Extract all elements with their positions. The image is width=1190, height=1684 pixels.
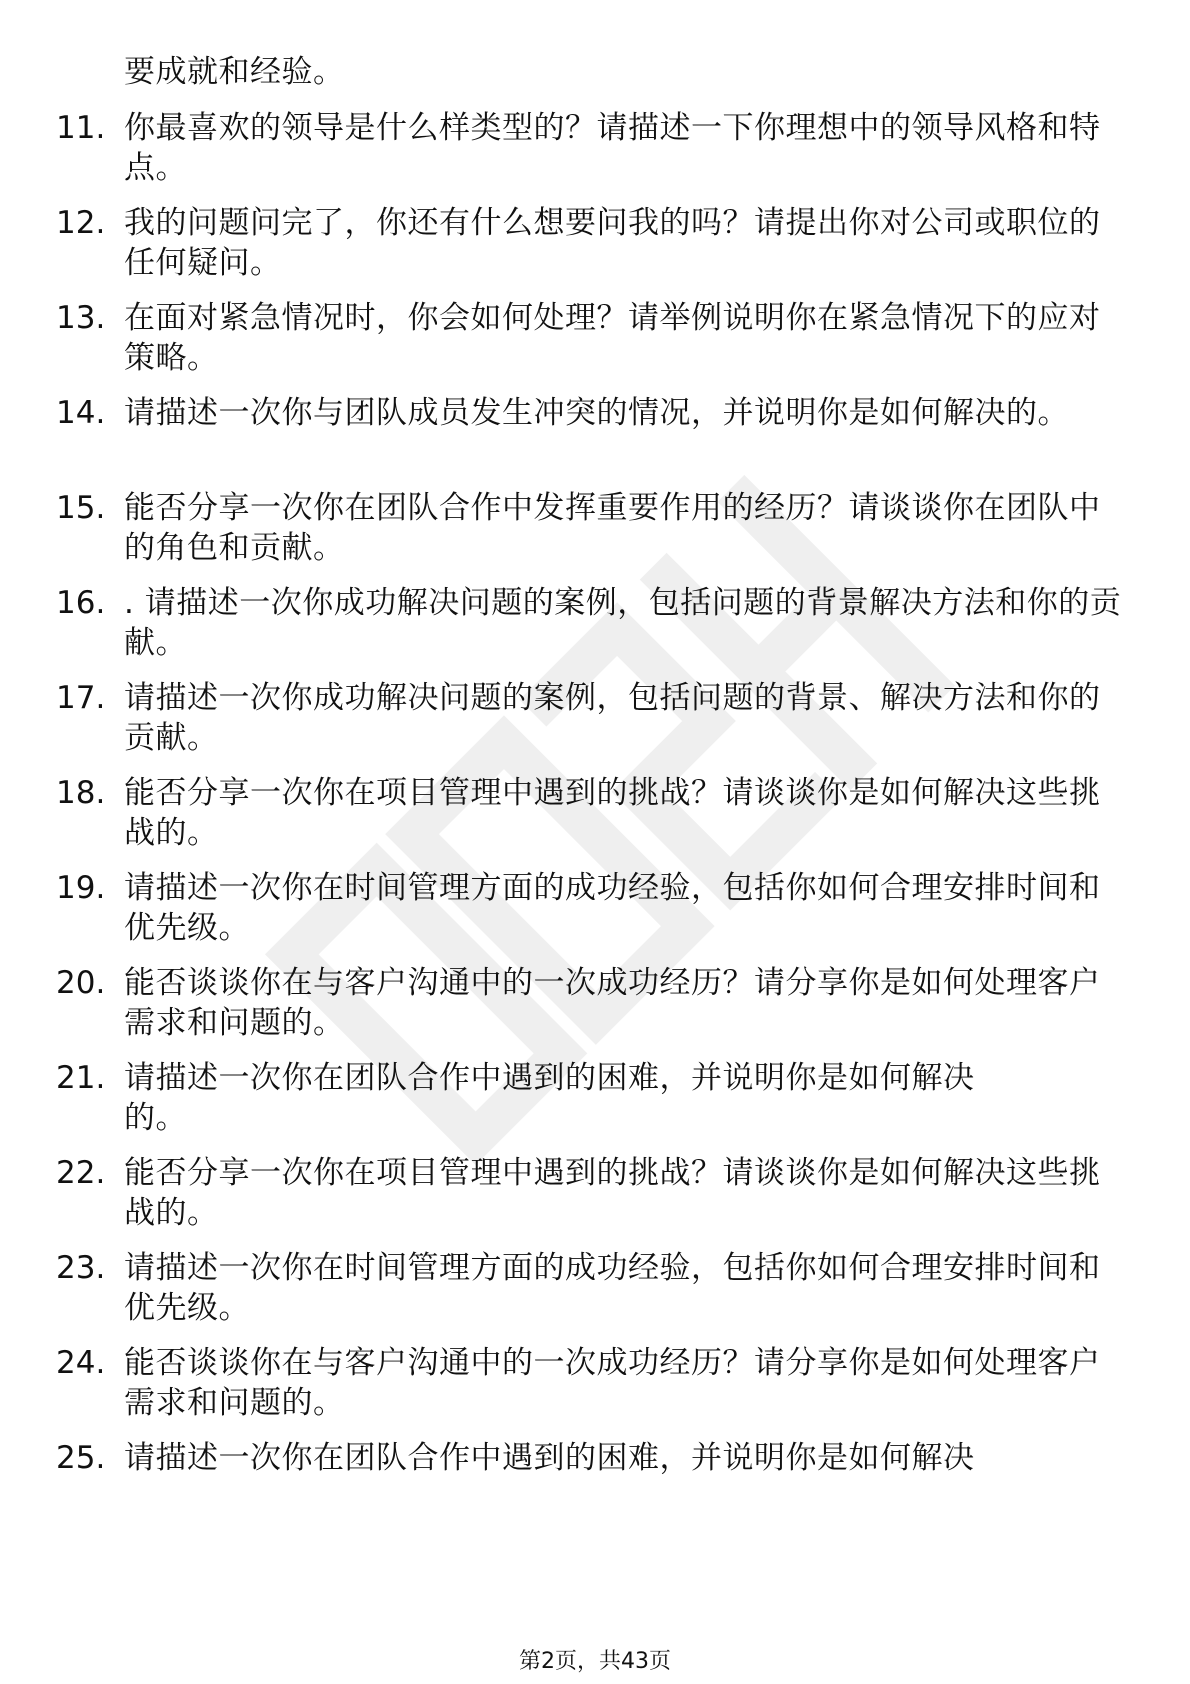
continuation-line: 要成就和经验。 [124, 54, 345, 90]
page-footer: 第2页，共43页 [519, 1649, 671, 1674]
question-text: 在面对紧急情况时，你会如何处理？请举例说明你在紧急情况下的应对策略。 [124, 300, 1101, 376]
question-number: 15. [56, 490, 106, 526]
question-text: 能否谈谈你在与客户沟通中的一次成功经历？请分享你是如何处理客户需求和问题的。 [124, 965, 1101, 1041]
question-number: 24. [56, 1345, 106, 1381]
question-number: 19. [56, 870, 106, 906]
question-text: 请描述一次你在时间管理方面的成功经验，包括你如何合理安排时间和优先级。 [124, 1250, 1101, 1326]
question-number: 18. [56, 775, 106, 811]
question-number: 25. [56, 1440, 106, 1476]
question-text: 请描述一次你在团队合作中遇到的困难，并说明你是如何解决 [124, 1440, 975, 1476]
question-number: 11. [56, 110, 106, 146]
question-text: 你最喜欢的领导是什么样类型的？请描述一下你理想中的领导风格和特点。 [124, 110, 1101, 186]
question-text: 能否分享一次你在团队合作中发挥重要作用的经历？请谈谈你在团队中的角色和贡献。 [124, 490, 1101, 566]
question-number: 20. [56, 965, 106, 1001]
question-text: 请描述一次你成功解决问题的案例，包括问题的背景、解决方法和你的贡献。 [124, 680, 1101, 756]
question-number: 21. [56, 1060, 106, 1096]
question-text: 请描述一次你在时间管理方面的成功经验，包括你如何合理安排时间和优先级。 [124, 870, 1101, 946]
question-number: 12. [56, 205, 106, 241]
question-number: 16. [56, 585, 106, 621]
question-text: 能否分享一次你在项目管理中遇到的挑战？请谈谈你是如何解决这些挑战的。 [124, 775, 1101, 851]
question-text: 请描述一次你与团队成员发生冲突的情况，并说明你是如何解决的。 [124, 395, 1069, 431]
question-text: 请描述一次你在团队合作中遇到的困难，并说明你是如何解决的。 [124, 1060, 975, 1136]
question-number: 17. [56, 680, 106, 716]
question-text: . 请描述一次你成功解决问题的案例，包括问题的背景解决方法和你的贡献。 [124, 585, 1122, 661]
question-text: 能否分享一次你在项目管理中遇到的挑战？请谈谈你是如何解决这些挑战的。 [124, 1155, 1101, 1231]
question-number: 14. [56, 395, 106, 431]
question-text: 能否谈谈你在与客户沟通中的一次成功经历？请分享你是如何处理客户需求和问题的。 [124, 1345, 1101, 1421]
question-number: 13. [56, 300, 106, 336]
question-text: 我的问题问完了，你还有什么想要问我的吗？请提出你对公司或职位的任何疑问。 [124, 205, 1101, 281]
question-number: 23. [56, 1250, 106, 1286]
question-number: 22. [56, 1155, 106, 1191]
